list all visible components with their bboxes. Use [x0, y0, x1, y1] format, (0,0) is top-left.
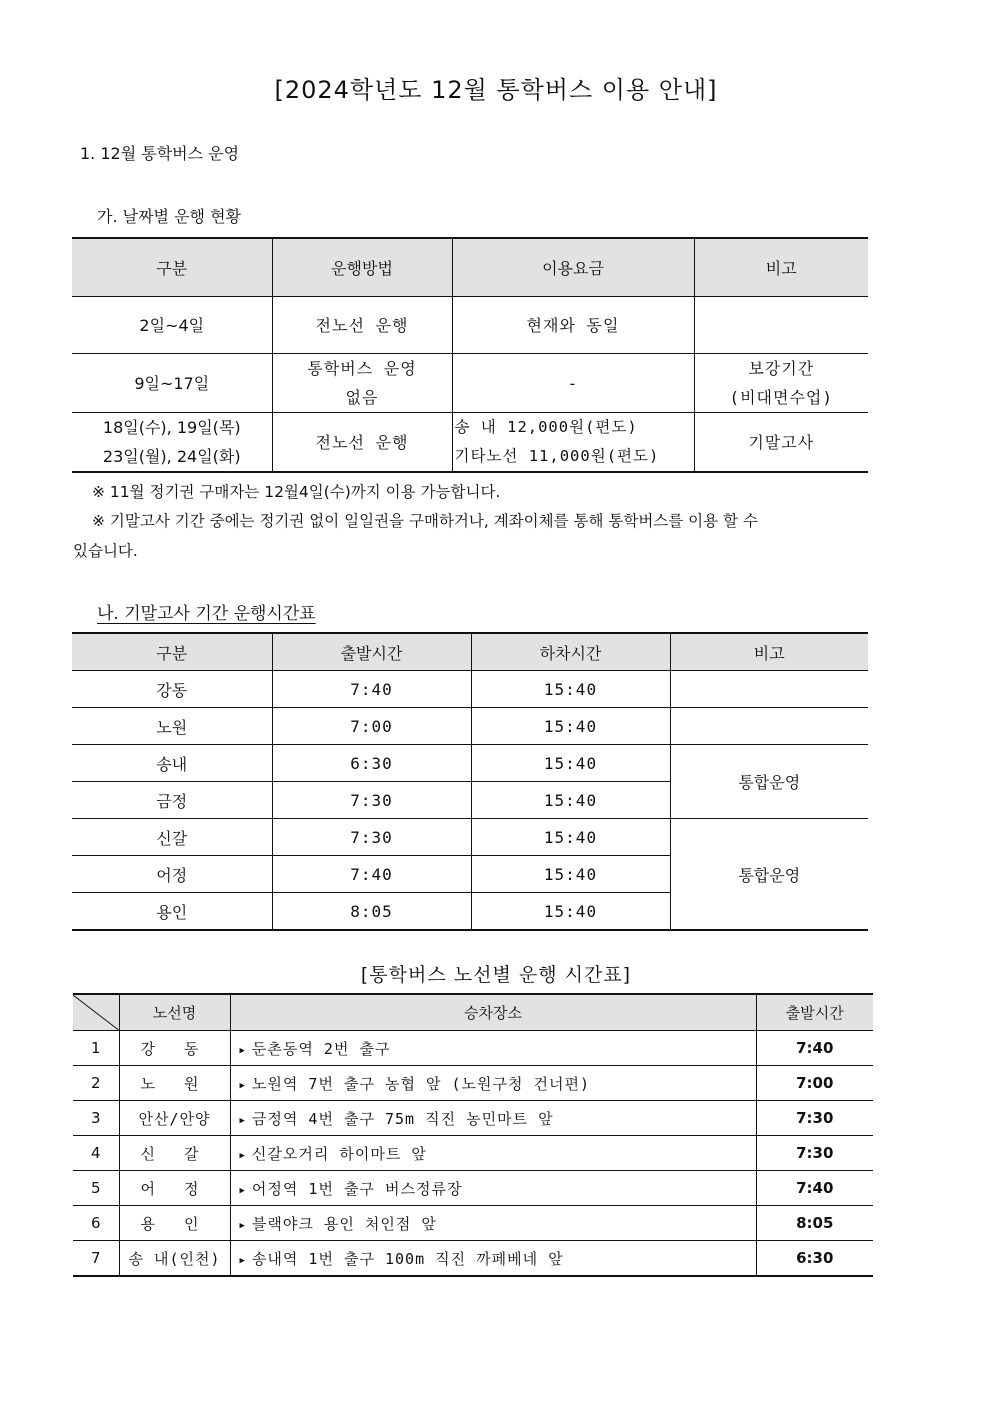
row-number: 1 — [73, 1031, 119, 1066]
depart-cell: 6:30 — [272, 745, 471, 782]
section-heading: 1. 12월 통학버스 운영 — [80, 144, 240, 163]
depart-cell: 7:30 — [272, 819, 471, 856]
place-text: 금정역 4번 출구 75m 직진 농민마트 앞 — [251, 1109, 554, 1128]
table-row — [72, 413, 868, 473]
header-cell: 비고 — [694, 238, 868, 297]
table-row — [73, 1171, 873, 1206]
period-cell — [72, 413, 272, 473]
header-cell: 구분 — [72, 238, 272, 297]
fee-cell: - — [452, 354, 694, 413]
row-number: 3 — [73, 1101, 119, 1136]
arrive-cell: 15:40 — [471, 893, 670, 931]
row-number: 7 — [73, 1241, 119, 1277]
table-row — [72, 819, 868, 856]
place-text: 신갈오거리 하이마트 앞 — [251, 1144, 427, 1163]
note-cell — [694, 297, 868, 354]
arrive-cell: 15:40 — [471, 819, 670, 856]
note-cell: 기말고사 — [694, 413, 868, 473]
fee-line: 송 내 12,000원(편도) — [454, 418, 638, 436]
note-line: (비대면수업) — [729, 388, 834, 407]
depart-cell: 7:30 — [272, 782, 471, 819]
period-line: 18일(수), 19일(목) — [102, 418, 241, 437]
route-cell: 용인 — [72, 893, 272, 931]
triangle-bullet-icon: ▶ — [239, 1045, 246, 1056]
method-line: 없음 — [345, 388, 379, 407]
header-cell: 출발시간 — [756, 994, 873, 1031]
header-cell: 비고 — [670, 633, 868, 671]
route-cell: 어정 — [72, 856, 272, 893]
arrive-cell: 15:40 — [471, 856, 670, 893]
place-cell — [230, 1206, 756, 1241]
table-row — [72, 745, 868, 782]
header-cell: 노선명 — [119, 994, 230, 1031]
triangle-bullet-icon: ▶ — [239, 1220, 246, 1231]
exam-schedule-table — [72, 632, 868, 931]
subsection-heading-b: 나. 기말고사 기간 운행시간표 — [97, 604, 316, 624]
place-cell — [230, 1136, 756, 1171]
time-cell: 7:40 — [756, 1171, 873, 1206]
method-cell: 전노선 운행 — [272, 413, 452, 473]
note-cell — [670, 671, 868, 708]
time-cell: 6:30 — [756, 1241, 873, 1277]
table-header-row — [73, 994, 873, 1031]
triangle-bullet-icon: ▶ — [239, 1255, 246, 1266]
fee-cell — [452, 413, 694, 473]
row-number: 5 — [73, 1171, 119, 1206]
header-cell: 운행방법 — [272, 238, 452, 297]
table-row — [72, 354, 868, 413]
route-cell: 신갈 — [72, 819, 272, 856]
table-row — [73, 1066, 873, 1101]
place-cell — [230, 1241, 756, 1277]
method-cell — [272, 354, 452, 413]
time-cell: 7:40 — [756, 1031, 873, 1066]
route-schedule-table — [73, 993, 873, 1277]
arrive-cell: 15:40 — [471, 671, 670, 708]
depart-cell: 7:00 — [272, 708, 471, 745]
route-cell: 노 원 — [119, 1066, 230, 1101]
method-cell: 전노선 운행 — [272, 297, 452, 354]
time-cell: 8:05 — [756, 1206, 873, 1241]
table-row — [73, 1206, 873, 1241]
route-cell: 강동 — [72, 671, 272, 708]
note-cell: 통합운영 — [670, 745, 868, 819]
depart-cell: 8:05 — [272, 893, 471, 931]
arrive-cell: 15:40 — [471, 708, 670, 745]
diagonal-header-cell — [73, 994, 119, 1031]
subsection-heading-a: 가. 날짜별 운행 현황 — [97, 207, 241, 226]
notice-text: 있습니다. — [73, 542, 138, 560]
method-line: 통학버스 운영 — [307, 359, 417, 378]
triangle-bullet-icon: ▶ — [239, 1185, 246, 1196]
place-cell — [230, 1031, 756, 1066]
header-cell: 하차시간 — [471, 633, 670, 671]
period-line: 23일(월), 24일(화) — [102, 447, 241, 466]
table-row — [73, 1241, 873, 1277]
triangle-bullet-icon: ▶ — [239, 1080, 246, 1091]
place-cell — [230, 1171, 756, 1206]
route-cell: 노원 — [72, 708, 272, 745]
row-number: 2 — [73, 1066, 119, 1101]
table-row — [73, 1136, 873, 1171]
route-cell: 어 정 — [119, 1171, 230, 1206]
table-header-row — [72, 633, 868, 671]
note-cell: 통합운영 — [670, 819, 868, 931]
period-cell: 2일~4일 — [72, 297, 272, 354]
row-number: 6 — [73, 1206, 119, 1241]
header-cell: 구분 — [72, 633, 272, 671]
time-cell: 7:00 — [756, 1066, 873, 1101]
table-row — [73, 1101, 873, 1136]
date-operation-table — [72, 237, 868, 473]
table-header-row — [72, 238, 868, 297]
route-cell: 신 갈 — [119, 1136, 230, 1171]
page-title: [2024학년도 12월 통학버스 이용 안내] — [274, 76, 718, 104]
place-text: 블랙야크 용인 처인점 앞 — [251, 1214, 437, 1233]
note-line: 보강기간 — [748, 359, 815, 378]
diagonal-line — [73, 995, 119, 1030]
notice-text: ※ 11월 정기권 구매자는 12월4일(수)까지 이용 가능합니다. — [92, 483, 501, 501]
note-cell — [670, 708, 868, 745]
route-table-title: [통학버스 노선별 운행 시간표] — [360, 964, 632, 986]
fee-line: 기타노선 11,000원(편도) — [454, 447, 660, 465]
time-cell: 7:30 — [756, 1101, 873, 1136]
time-cell: 7:30 — [756, 1136, 873, 1171]
place-text: 둔촌동역 2번 출구 — [251, 1039, 391, 1058]
row-number: 4 — [73, 1136, 119, 1171]
arrive-cell: 15:40 — [471, 745, 670, 782]
notice-text: ※ 기말고사 기간 중에는 정기권 없이 일일권을 구매하거나, 계좌이체를 통해 통학버스를 이용 할 수 — [92, 512, 758, 530]
route-cell: 안산/안양 — [119, 1101, 230, 1136]
route-cell: 강 동 — [119, 1031, 230, 1066]
place-cell — [230, 1101, 756, 1136]
route-cell: 용 인 — [119, 1206, 230, 1241]
table-row — [72, 671, 868, 708]
place-text: 어정역 1번 출구 버스정류장 — [251, 1179, 463, 1198]
arrive-cell: 15:40 — [471, 782, 670, 819]
header-cell: 출발시간 — [272, 633, 471, 671]
depart-cell: 7:40 — [272, 856, 471, 893]
note-cell — [694, 354, 868, 413]
depart-cell: 7:40 — [272, 671, 471, 708]
header-cell: 승차장소 — [230, 994, 756, 1031]
table-row — [72, 297, 868, 354]
fee-cell: 현재와 동일 — [452, 297, 694, 354]
place-text: 노원역 7번 출구 농협 앞 (노원구청 건너편) — [251, 1074, 591, 1093]
place-text: 송내역 1번 출구 100m 직진 까페베네 앞 — [251, 1249, 564, 1268]
route-cell: 송 내(인천) — [119, 1241, 230, 1277]
place-cell — [230, 1066, 756, 1101]
route-cell: 금정 — [72, 782, 272, 819]
table-row — [73, 1031, 873, 1066]
triangle-bullet-icon: ▶ — [239, 1115, 246, 1126]
route-cell: 송내 — [72, 745, 272, 782]
header-cell: 이용요금 — [452, 238, 694, 297]
period-cell: 9일~17일 — [72, 354, 272, 413]
triangle-bullet-icon: ▶ — [239, 1150, 246, 1161]
table-row — [72, 708, 868, 745]
